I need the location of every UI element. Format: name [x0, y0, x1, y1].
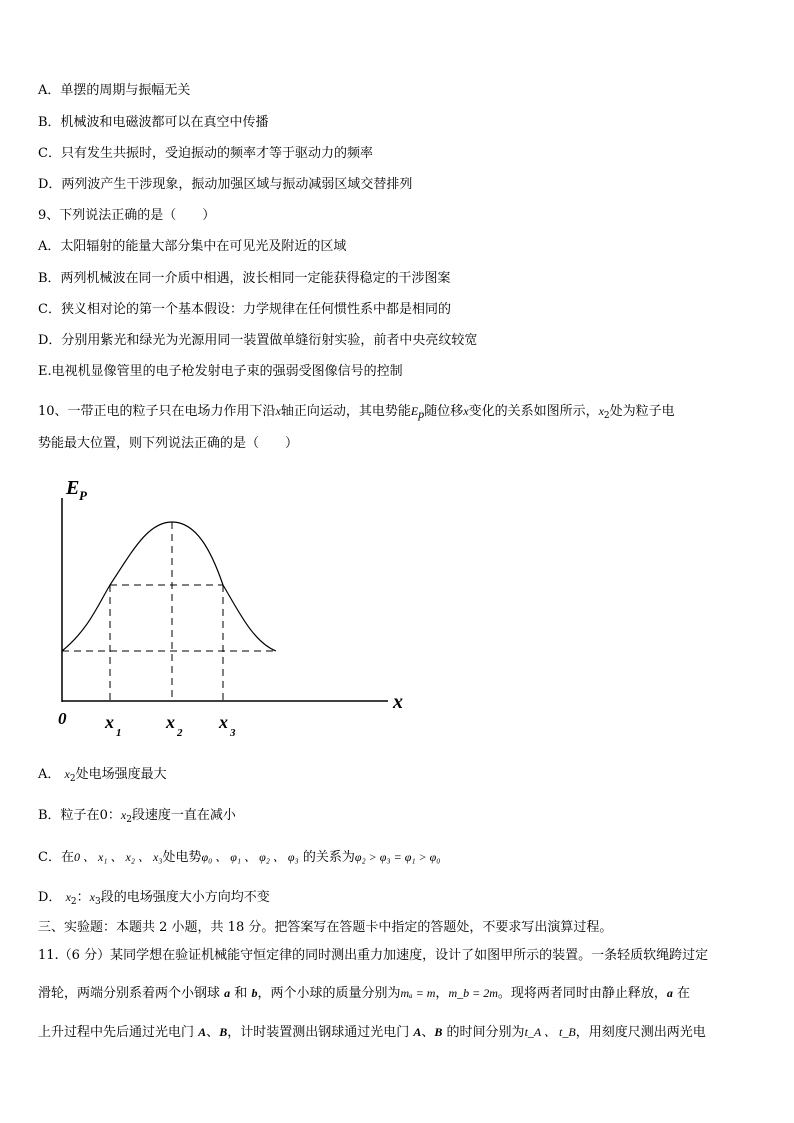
tick-x3: x [219, 712, 228, 732]
q8-option-a: A．单摆的周期与振幅无关 [38, 83, 191, 98]
tick-x1: x [105, 712, 114, 732]
y-axis-label: E [66, 477, 80, 499]
q10-stem-line2: 势能最大位置，则下列说法正确的是（ ） [38, 436, 299, 451]
q9-option-e: E.电视机显像管里的电子枪发射电子束的强弱受图像信号的控制 [38, 364, 403, 379]
q10-option-b: B．粒子在0：$x_2$段速度一直在减小 [38, 808, 236, 825]
dashed-guides [62, 522, 276, 701]
x-axis-label: x [393, 691, 403, 713]
y-axis-label-sub: P [79, 488, 87, 503]
q8-option-b: B．机械波和电磁波都可以在真空中传播 [38, 115, 269, 130]
q9-option-c: C．狭义相对论的第一个基本假设：力学规律在任何惯性系中都是相同的 [38, 302, 451, 317]
tick-x2: x [166, 712, 175, 732]
q8-option-d: D．两列波产生干涉现象，振动加强区域与振动减弱区域交替排列 [38, 177, 413, 192]
section-3-heading: 三、实验题：本题共 2 小题，共 18 分。把答案写在答题卡中指定的答题处，不要求写出演算过程。 [38, 920, 613, 935]
q10-option-c: C．在0 、 x₁ 、 x₂ 、 x₃处电势φ₀ 、 φ₁ 、 φ₂ 、 φ₃ 的关系为φ₂ > φ₃ = φ₁ > φ₀ [38, 850, 441, 865]
ep-curve [62, 522, 276, 651]
q10-option-d: D． $x_2$：$x_3$段的电场强度大小方向均不变 [38, 890, 270, 907]
q9-stem: 9、下列说法正确的是（ ） [38, 208, 216, 223]
q9-option-b: B．两列机械波在同一介质中相遇，波长相同一定能获得稳定的干涉图案 [38, 271, 451, 286]
origin-label: 0 [58, 709, 67, 728]
ep-x-graph [38, 470, 418, 750]
q9-option-a: A．太阳辐射的能量大部分集中在可见光及附近的区域 [38, 239, 347, 254]
q8-option-c: C．只有发生共振时，受迫振动的频率才等于驱动力的频率 [38, 146, 373, 161]
q11-line1: 11.（6 分）某同学想在验证机械能守恒定律的同时测出重力加速度，设计了如图甲所示的装置。一条轻质软绳跨过定 [38, 948, 709, 963]
q10-option-a: A． $x_2$处电场强度最大 [38, 767, 167, 784]
q11-line2: 滑轮，两端分别系着两个小钢球 a 和 b，两个小球的质量分别为mₐ = m，m_b = 2m。现将两者同时由静止释放，a 在 [38, 986, 691, 1001]
tick-x1-sub: 1 [116, 727, 122, 739]
q10-stem-line1: 10、一带正电的粒子只在电场力作用下沿x轴正向运动，其电势能$E_p$随位移x变化的关系如图所示，$x_2$处为粒子电 [38, 404, 675, 421]
q11-line3: 上升过程中先后通过光电门 A、B，计时装置测出钢球通过光电门 A、B 的时间分别为t_A 、 t_B，用刻度尺测出两光电 [38, 1025, 706, 1040]
tick-x2-sub: 2 [177, 727, 183, 739]
q9-option-d: D．分别用紫光和绿光为光源用同一装置做单缝衍射实验，前者中央亮纹较宽 [38, 333, 478, 348]
tick-x3-sub: 3 [230, 727, 236, 739]
